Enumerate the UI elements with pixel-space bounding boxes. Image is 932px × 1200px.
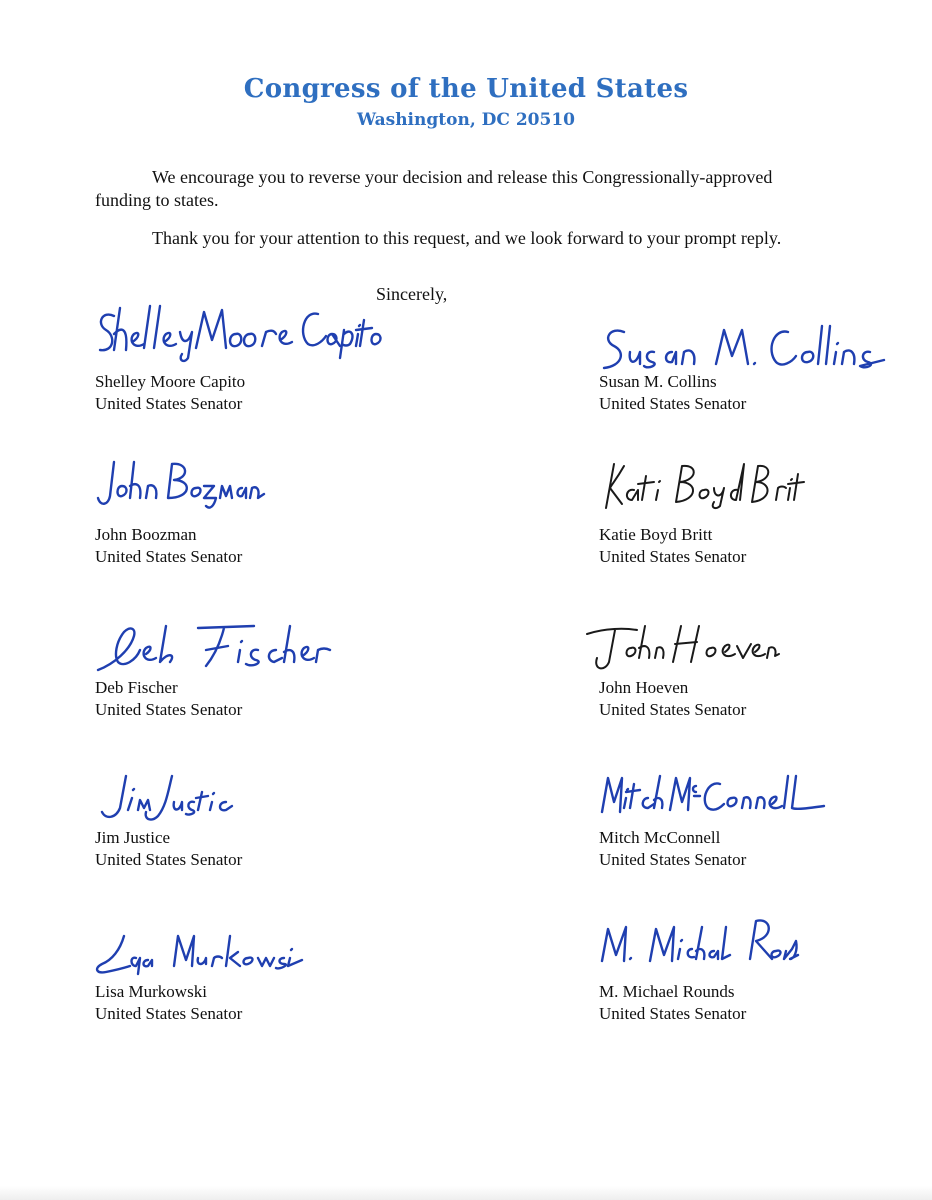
body-paragraph-2: Thank you for your attention to this request, and we look forward to your prompt reply. <box>152 228 782 248</box>
signature-hoeven <box>585 618 780 678</box>
signer-title: United States Senator <box>95 1004 243 1023</box>
signer-title: United States Senator <box>95 547 243 566</box>
page-edge-shadow <box>0 1186 932 1200</box>
closing-salutation: Sincerely, <box>376 284 448 304</box>
letterhead-subtitle: Washington, DC 20510 <box>357 110 575 130</box>
signature-justice <box>98 772 238 828</box>
signature-britt <box>600 460 805 512</box>
signer-name: Shelley Moore Capito <box>95 372 246 391</box>
signer-name: John Hoeven <box>599 678 689 697</box>
signer-name: Katie Boyd Britt <box>599 525 713 544</box>
signer-title: United States Senator <box>599 394 747 413</box>
signature-mcconnell <box>600 772 825 818</box>
signer-title: United States Senator <box>599 850 747 869</box>
signer-title: United States Senator <box>95 700 243 719</box>
signature-boozman <box>96 456 266 512</box>
signer-name: Lisa Murkowski <box>95 982 207 1001</box>
signer-title: United States Senator <box>599 700 747 719</box>
signer-name: Susan M. Collins <box>599 372 717 391</box>
signer-title: United States Senator <box>599 1004 747 1023</box>
letterhead-title: Congress of the United States <box>243 74 689 104</box>
signer-name: Jim Justice <box>95 828 171 847</box>
signature-collins <box>598 320 888 376</box>
signature-murkowski <box>94 930 304 976</box>
signer-name: Mitch McConnell <box>599 828 721 847</box>
signer-title: United States Senator <box>95 394 243 413</box>
signature-rounds <box>600 915 800 975</box>
signer-name: John Boozman <box>95 525 197 544</box>
signature-fischer <box>94 620 334 676</box>
signer-name: Deb Fischer <box>95 678 178 697</box>
signer-title: United States Senator <box>95 850 243 869</box>
signer-title: United States Senator <box>599 547 747 566</box>
signature-capito <box>92 300 382 362</box>
body-paragraph-1: We encourage you to reverse your decision and release this Congressionally-approved funding to states. <box>95 167 773 210</box>
signer-name: M. Michael Rounds <box>599 982 735 1001</box>
